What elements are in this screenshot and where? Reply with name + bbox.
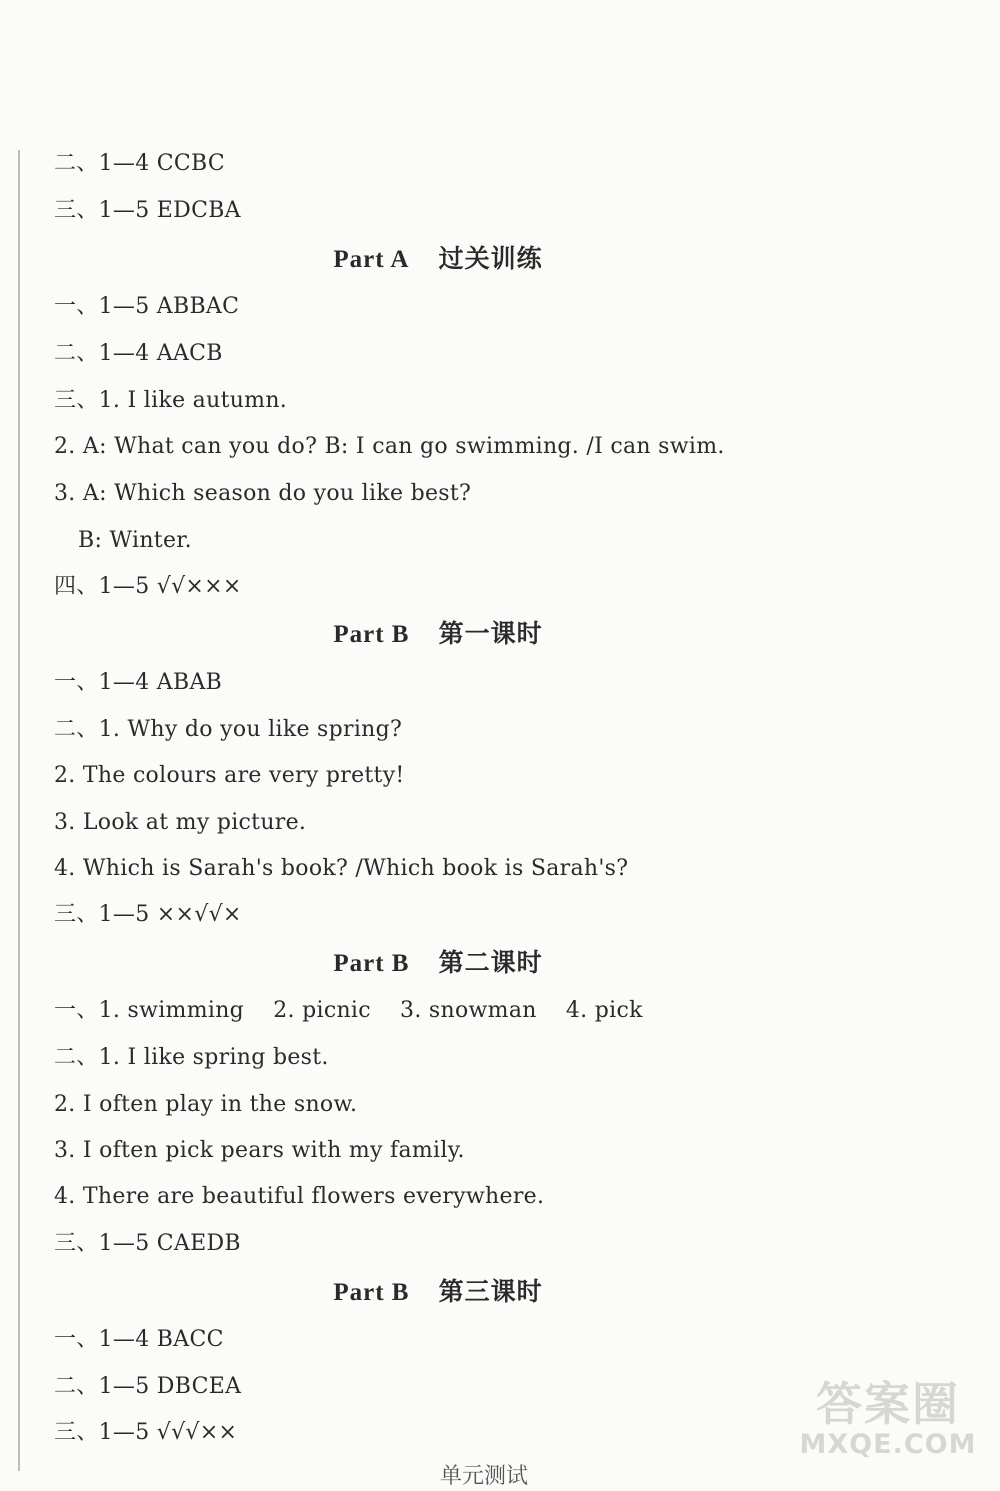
answer-line: 二、1. Why do you like spring? [54, 717, 403, 742]
section-heading-part-b-lesson-3 [0, 1277, 876, 1308]
watermark-logo [790, 1378, 986, 1464]
answer-line: B: Winter. [78, 528, 192, 553]
answer-line: 4. Which is Sarah's book? /Which book is Sarah's? [54, 856, 629, 881]
section-heading-title: 过关训练 [438, 244, 543, 273]
answer-line: 三、1—5 √√√×× [54, 1420, 238, 1445]
section-heading-title: 第一课时 [438, 619, 543, 648]
page-margin-rule [18, 150, 20, 1471]
section-heading-part-a [0, 244, 876, 275]
section-heading-part: Part B [333, 1279, 410, 1306]
answer-line: 一、1—5 ABBAC [54, 294, 240, 319]
answer-line: 2. I often play in the snow. [54, 1092, 358, 1117]
answer-line: 二、1. I like spring best. [54, 1045, 329, 1070]
answer-line: 3. I often pick pears with my family. [54, 1138, 465, 1163]
section-heading-part: Part A [333, 246, 410, 273]
cut-off-heading: 单元测试 [440, 1464, 529, 1489]
answer-line: 一、1—4 ABAB [54, 670, 223, 695]
answer-line: 三、1—5 EDCBA [54, 198, 241, 223]
answer-line: 2. A: What can you do? B: I can go swimming. /I can swim. [54, 434, 725, 459]
answer-line: 二、1—4 CCBC [54, 151, 226, 176]
answer-line: 三、1. I like autumn. [54, 388, 288, 413]
answer-line: 四、1—5 √√××× [54, 574, 242, 599]
section-heading-part-b-lesson-2 [0, 948, 876, 979]
answer-line: 二、1—4 AACB [54, 341, 223, 366]
watermark-cn: 答案圈 [816, 1377, 960, 1431]
answer-line: 二、1—5 DBCEA [54, 1374, 242, 1399]
watermark-en: MXQE.COM [799, 1429, 977, 1460]
answer-line: 三、1—5 CAEDB [54, 1231, 241, 1256]
section-heading-part: Part B [333, 950, 410, 977]
section-heading-title: 第三课时 [438, 1277, 543, 1306]
answer-line: 3. Look at my picture. [54, 810, 307, 835]
answer-line: 一、1—4 BACC [54, 1327, 224, 1352]
answer-line: 3. A: Which season do you like best? [54, 481, 472, 506]
answer-line: 4. There are beautiful flowers everywhere. [54, 1184, 545, 1209]
section-heading-part-b-lesson-1 [0, 619, 876, 650]
section-heading-title: 第二课时 [438, 948, 543, 977]
answer-line: 一、1. swimming 2. picnic 3. snowman 4. pick [54, 998, 643, 1023]
answer-line: 2. The colours are very pretty! [54, 763, 405, 788]
section-heading-part: Part B [333, 621, 410, 648]
answer-line: 三、1—5 ××√√× [54, 902, 242, 927]
